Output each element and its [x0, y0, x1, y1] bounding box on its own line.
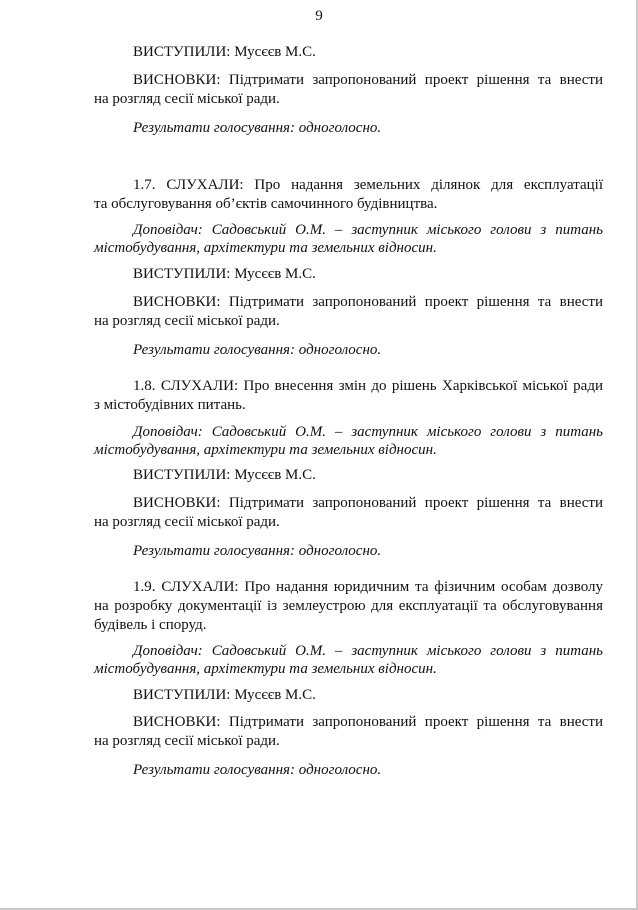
- vote-result: Результати голосування: одноголосно.: [133, 342, 382, 358]
- heard-line: 1.7. СЛУХАЛИ: Про надання земельних ділянок для експлуатації: [133, 177, 603, 193]
- conclusion-line: ВИСНОВКИ: Підтримати запропонований проект рішення та внести: [133, 72, 603, 88]
- heard-line: на розробку документації із землеустрою для експлуатації та обслуговування: [94, 598, 603, 614]
- conclusion-line: ВИСНОВКИ: Підтримати запропонований проект рішення та внести: [133, 495, 603, 511]
- vote-result: Результати голосування: одноголосно.: [133, 762, 382, 778]
- speakers-line: ВИСТУПИЛИ: Мусєєв М.С.: [133, 687, 316, 703]
- page-number: 9: [315, 8, 323, 24]
- conclusion-line: на розгляд сесії міської ради.: [94, 91, 280, 107]
- reporter-line: Доповідач: Садовський О.М. – заступник міського голови з питань: [133, 643, 603, 659]
- heard-line: будівель і споруд.: [94, 617, 207, 633]
- heard-line: 1.8. СЛУХАЛИ: Про внесення змін до рішень Харківської міської ради: [133, 378, 603, 394]
- conclusion-line: ВИСНОВКИ: Підтримати запропонований проект рішення та внести: [133, 714, 603, 730]
- reporter-line: Доповідач: Садовський О.М. – заступник міського голови з питань: [133, 222, 603, 238]
- conclusion-line: на розгляд сесії міської ради.: [94, 514, 280, 530]
- conclusion-line: ВИСНОВКИ: Підтримати запропонований проект рішення та внести: [133, 294, 603, 310]
- reporter-line: містобудування, архітектури та земельних відносин.: [94, 240, 437, 256]
- vote-result: Результати голосування: одноголосно.: [133, 543, 382, 559]
- reporter-line: містобудування, архітектури та земельних відносин.: [94, 661, 437, 677]
- reporter-line: містобудування, архітектури та земельних відносин.: [94, 442, 437, 458]
- speakers-line: ВИСТУПИЛИ: Мусєєв М.С.: [133, 467, 316, 483]
- speakers-line: ВИСТУПИЛИ: Мусєєв М.С.: [133, 44, 316, 60]
- heard-line: та обслуговування об’єктів самочинного будівництва.: [94, 196, 438, 212]
- heard-line: 1.9. СЛУХАЛИ: Про надання юридичним та фізичним особам дозволу: [133, 579, 603, 595]
- conclusion-line: на розгляд сесії міської ради.: [94, 313, 280, 329]
- speakers-line: ВИСТУПИЛИ: Мусєєв М.С.: [133, 266, 316, 282]
- vote-result: Результати голосування: одноголосно.: [133, 120, 382, 136]
- reporter-line: Доповідач: Садовський О.М. – заступник міського голови з питань: [133, 424, 603, 440]
- conclusion-line: на розгляд сесії міської ради.: [94, 733, 280, 749]
- heard-line: з містобудівних питань.: [94, 397, 246, 413]
